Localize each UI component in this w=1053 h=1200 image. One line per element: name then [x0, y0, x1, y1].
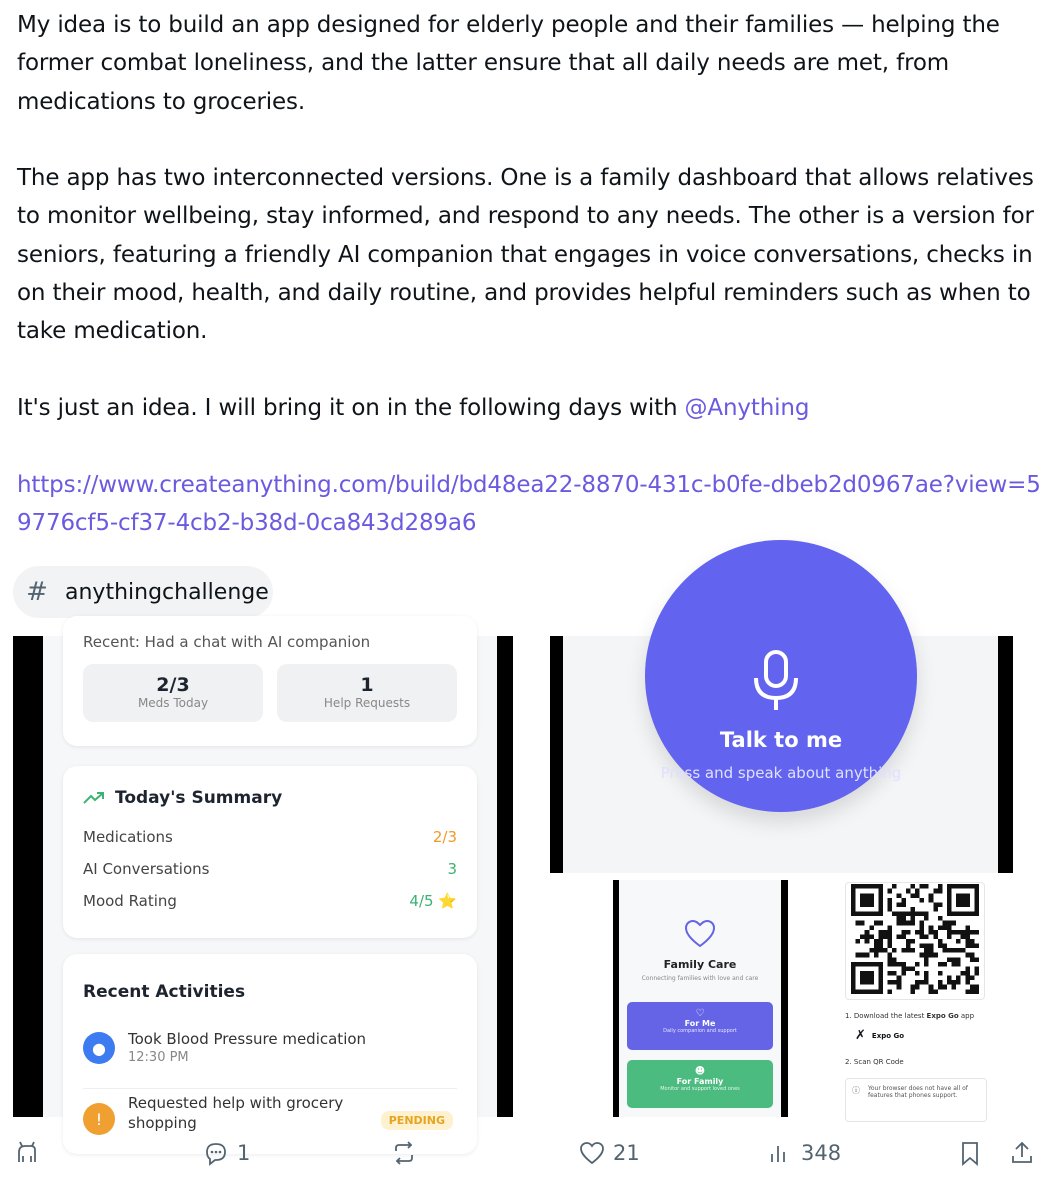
mention-link[interactable]: @Anything — [684, 394, 810, 421]
qr-screenshot[interactable] — [800, 880, 1047, 1117]
microphone-icon — [751, 650, 801, 712]
recent-activity-line: Recent: Had a chat with AI companion — [83, 633, 371, 651]
button-subtitle: Monitor and support loved ones — [660, 1086, 740, 1092]
views-button[interactable] — [767, 1140, 841, 1166]
bookmark-icon — [957, 1140, 983, 1166]
stat-value: 2/3 — [156, 674, 190, 696]
summary-value: 4/5 ⭐ — [409, 892, 457, 910]
like-button[interactable] — [579, 1140, 640, 1166]
analytics-icon — [767, 1140, 793, 1166]
reply-icon — [203, 1140, 229, 1166]
dashboard-screenshot[interactable] — [13, 633, 513, 1132]
browser-note-text: Your browser does not have all of features that phones support. — [868, 1085, 968, 1099]
summary-value: 2/3 — [432, 828, 457, 846]
for-me-button[interactable] — [627, 1002, 773, 1050]
browser-note — [845, 1078, 987, 1122]
activity-item[interactable] — [83, 1026, 457, 1076]
activity-time: 12:30 PM — [128, 1050, 189, 1065]
reply-count: 1 — [237, 1141, 251, 1165]
summary-row — [83, 828, 457, 846]
status-badge: PENDING — [381, 1111, 453, 1130]
family-care-title: Family Care — [663, 958, 737, 971]
share-icon — [1009, 1140, 1035, 1166]
media-grid[interactable] — [13, 633, 1047, 1132]
stat-label: Meds Today — [137, 696, 209, 710]
expo-go-item[interactable] — [855, 1028, 904, 1043]
share-button[interactable] — [1009, 1140, 1035, 1166]
talk-subtitle: Press and speak about anything — [660, 764, 902, 782]
post-link-paragraph — [17, 466, 1042, 543]
pill-icon: ● — [83, 1032, 115, 1064]
talk-screenshot[interactable] — [550, 636, 1013, 873]
activities-title: Recent Activities — [83, 982, 246, 1002]
summary-title — [83, 788, 282, 808]
trending-up-icon — [83, 791, 105, 805]
qr-code-frame — [845, 882, 985, 1000]
info-icon: ⓘ — [852, 1086, 860, 1095]
qr-step-2: 2. Scan QR Code — [845, 1058, 904, 1066]
grok-icon-shape — [14, 1140, 40, 1166]
family-care-screen — [619, 880, 781, 1117]
status-card — [63, 616, 477, 746]
repost-icon — [391, 1140, 417, 1166]
post-body — [17, 6, 1042, 542]
summary-label: AI Conversations — [83, 860, 210, 878]
users-icon: ☻ — [694, 1066, 706, 1077]
activities-card — [63, 954, 477, 1154]
talk-button[interactable] — [645, 540, 917, 812]
post-paragraph: The app has two interconnected versions. One is a family dashboard that allows relatives to monitor wellbeing, stay informed, and respond to any needs. The other is a version for seniors, featuring a friendly AI companion that engages in voice conversations, checks in on their mood, health, and daily routine, and provides helpful reminders such as when to take medication. — [17, 165, 1034, 345]
activity-text: Took Blood Pressure medication — [128, 1030, 367, 1048]
like-count: 21 — [613, 1141, 640, 1165]
for-family-button[interactable] — [627, 1060, 773, 1108]
activity-text: Requested help with grocery shopping — [128, 1094, 344, 1132]
post-action-bar — [0, 1130, 1053, 1180]
post-paragraph-text: It's just an idea. I will bring it on in the following days with — [17, 394, 685, 421]
hash-icon: # — [26, 577, 48, 607]
view-count: 348 — [801, 1141, 842, 1165]
post-url-link[interactable]: https://www.createanything.com/build/bd48ea22-8870-431c-b0fe-dbeb2d0967ae?view=59776cf5-cf37-4cb2-b38d-0ca843d289a6 — [17, 471, 1041, 536]
bookmark-button[interactable] — [957, 1140, 983, 1166]
step-text: app — [958, 1012, 975, 1020]
talk-title: Talk to me — [719, 728, 843, 752]
talk-screen — [563, 636, 998, 873]
alert-icon: ! — [83, 1103, 115, 1135]
button-label: For Family — [676, 1077, 724, 1086]
meds-today-stat — [83, 664, 263, 722]
family-care-subtitle: Connecting families with love and care — [641, 975, 759, 982]
summary-title-text: Today's Summary — [115, 788, 283, 808]
family-care-screenshot[interactable] — [535, 880, 763, 1117]
summary-row — [83, 860, 457, 878]
summary-label: Medications — [83, 828, 173, 846]
button-subtitle: Daily companion and support — [663, 1028, 737, 1034]
stat-label: Help Requests — [323, 696, 411, 710]
step-text: 1. Download the latest — [845, 1012, 927, 1020]
summary-card — [63, 766, 477, 938]
grok-icon[interactable] — [14, 1140, 40, 1166]
post-paragraph — [17, 389, 1042, 427]
heart-icon — [685, 920, 715, 948]
help-requests-stat — [277, 664, 457, 722]
hashtag-label: anythingchallenge — [65, 579, 269, 605]
step-bold: Expo Go — [926, 1012, 959, 1020]
post-paragraph: My idea is to build an app designed for elderly people and their families — helping the former combat loneliness, and the latter ensure that all daily needs are met, from medications to groceries. — [17, 12, 1000, 115]
stat-value: 1 — [360, 674, 374, 696]
summary-value: 3 — [447, 860, 457, 878]
heart-icon — [579, 1140, 605, 1166]
reply-button[interactable] — [203, 1140, 250, 1166]
button-label: For Me — [684, 1019, 716, 1028]
dashboard-screen — [43, 633, 497, 1132]
expo-logo-icon: ✗ — [855, 1028, 866, 1043]
expo-label: Expo Go — [871, 1031, 905, 1040]
heart-icon: ♡ — [695, 1008, 705, 1019]
repost-button[interactable] — [391, 1140, 417, 1166]
qr-code — [851, 883, 979, 995]
hashtag-chip[interactable] — [13, 566, 273, 618]
qr-step-1 — [845, 1012, 974, 1020]
summary-row — [83, 892, 457, 910]
summary-label: Mood Rating — [83, 892, 177, 910]
